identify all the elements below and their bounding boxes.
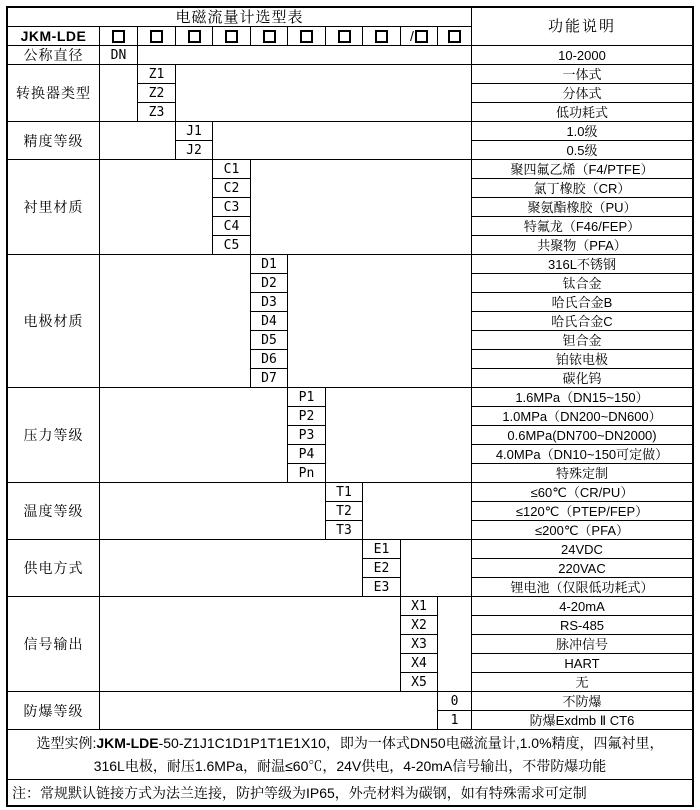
selection-table [6,6,694,807]
desc-cell: 哈氏合金B [472,293,692,312]
group-label-signal-output: 信号输出 [8,597,100,692]
model-slot [138,27,176,46]
filler-cell [138,46,472,65]
desc-cell: 无 [472,673,692,692]
model-slot [100,27,138,46]
model-slot [288,27,326,46]
desc-cell: ≤200℃（PFA） [472,521,692,540]
desc-cell: 钛合金 [472,274,692,293]
code-cell: P2 [288,407,326,426]
checkbox-icon [188,30,201,43]
code-cell: Z3 [138,103,176,122]
desc-cell: 共聚物（PFA） [472,236,692,255]
code-cell: Z2 [138,84,176,103]
code-cell: D6 [251,350,288,369]
code-cell: J1 [176,122,213,141]
code-cell: X3 [401,635,438,654]
function-column-header: 功能说明 [472,8,692,46]
desc-cell: 不防爆 [472,692,692,711]
slash-prefix: / [410,28,414,44]
code-cell: T3 [326,521,363,540]
model-prefix: JKM-LDE [8,27,100,46]
desc-cell: 0.5级 [472,141,692,160]
group-label-power-supply: 供电方式 [8,540,100,597]
code-cell: D4 [251,312,288,331]
code-cell: C5 [213,236,251,255]
desc-cell: 4-20mA [472,597,692,616]
selection-example-note [8,730,692,780]
code-cell: X5 [401,673,438,692]
code-cell: J2 [176,141,213,160]
code-cell: C4 [213,217,251,236]
desc-cell: 锂电池（仅限低功耗式） [472,578,692,597]
desc-cell: 聚四氟乙烯（F4/PTFE） [472,160,692,179]
desc-cell: 防爆Exdmb Ⅱ CT6 [472,711,692,730]
desc-cell: 铂铱电极 [472,350,692,369]
desc-cell: HART [472,654,692,673]
desc-cell: 低功耗式 [472,103,692,122]
model-slot [401,27,438,46]
desc-cell: 316L不锈钢 [472,255,692,274]
code-cell: D3 [251,293,288,312]
desc-cell: ≤60℃（CR/PU） [472,483,692,502]
filler-cell [100,122,176,160]
group-label-explosion-proof: 防爆等级 [8,692,100,730]
code-cell: C2 [213,179,251,198]
code-cell: P3 [288,426,326,445]
code-cell: D1 [251,255,288,274]
code-cell: D5 [251,331,288,350]
filler-cell [100,255,251,388]
group-label-temperature: 温度等级 [8,483,100,540]
code-cell: 1 [438,711,472,730]
model-slot [251,27,288,46]
example-model-code: JKM-LDE [96,734,159,751]
desc-cell: 1.0级 [472,122,692,141]
model-slot [363,27,401,46]
filler-cell [100,597,401,692]
desc-cell: 哈氏合金C [472,312,692,331]
checkbox-icon [338,30,351,43]
desc-cell: 特氟龙（F46/FEP） [472,217,692,236]
group-label-converter-type: 转换器类型 [8,65,100,122]
desc-cell: RS-485 [472,616,692,635]
code-cell: P4 [288,445,326,464]
code-cell: E2 [363,559,401,578]
checkbox-icon [263,30,276,43]
filler-cell [100,692,438,730]
desc-cell: 碳化钨 [472,369,692,388]
desc-cell: 1.6MPa（DN15~150） [472,388,692,407]
desc-cell: 钽合金 [472,331,692,350]
model-slot [213,27,251,46]
filler-cell [401,540,472,597]
group-label-pressure: 压力等级 [8,388,100,483]
checkbox-icon [448,30,461,43]
checkbox-icon [415,30,428,43]
model-slot [326,27,363,46]
desc-cell: 分体式 [472,84,692,103]
filler-cell [438,597,472,692]
desc-cell: 4.0MPa（DN10~150可定做） [472,445,692,464]
checkbox-icon [112,30,125,43]
code-cell: E3 [363,578,401,597]
selection-example-line1: 选型实例:JKM-LDE-50-Z1J1C1D1P1T1E1X10，即为一体式DN50电磁流量计,1.0%精度，四氟衬里， [36,734,664,751]
code-cell: X1 [401,597,438,616]
filler-cell [100,160,213,255]
filler-cell [326,388,472,483]
desc-cell: 特殊定制 [472,464,692,483]
code-cell: Z1 [138,65,176,84]
desc-cell: 10-2000 [472,46,692,65]
code-cell: X2 [401,616,438,635]
code-cell: D2 [251,274,288,293]
filler-cell [100,483,326,540]
desc-cell: 脉冲信号 [472,635,692,654]
table-title: 电磁流量计选型表 [8,8,472,27]
model-slot [438,27,472,46]
code-cell: C1 [213,160,251,179]
desc-cell: 氯丁橡胶（CR） [472,179,692,198]
filler-cell [100,388,288,483]
code-cell: Pn [288,464,326,483]
selection-example-line2: 316L电极，耐压1.6MPa，耐温≤60℃，24V供电，4-20mA信号输出，不带防爆功能 [93,757,607,774]
group-label-accuracy: 精度等级 [8,122,100,160]
filler-cell [251,160,472,255]
code-cell: E1 [363,540,401,559]
footer-note: 注：常规默认链接方式为法兰连接，防护等级为IP65，外壳材料为碳钢，如有特殊需求可定制 [12,784,587,801]
group-label-diameter: 公称直径 [8,46,100,65]
checkbox-icon [225,30,238,43]
code-cell: P1 [288,388,326,407]
checkbox-icon [300,30,313,43]
group-label-lining-material: 衬里材质 [8,160,100,255]
model-slot [176,27,213,46]
filler-cell [176,65,472,122]
filler-cell [100,540,363,597]
desc-cell: 0.6MPa(DN700~DN2000) [472,426,692,445]
code-cell: T2 [326,502,363,521]
code-cell: D7 [251,369,288,388]
filler-cell [363,483,472,540]
code-cell: X4 [401,654,438,673]
desc-cell: 220VAC [472,559,692,578]
filler-cell [288,255,472,388]
desc-cell: 24VDC [472,540,692,559]
code-cell: C3 [213,198,251,217]
filler-cell [100,65,138,122]
code-cell: DN [100,46,138,65]
desc-cell: 1.0MPa（DN200~DN600） [472,407,692,426]
code-cell: T1 [326,483,363,502]
filler-cell [213,122,472,160]
desc-cell: 一体式 [472,65,692,84]
desc-cell: 聚氨酯橡胶（PU） [472,198,692,217]
desc-cell: ≤120℃（PTEP/FEP） [472,502,692,521]
checkbox-icon [150,30,163,43]
checkbox-icon [375,30,388,43]
code-cell: 0 [438,692,472,711]
group-label-electrode-material: 电极材质 [8,255,100,388]
